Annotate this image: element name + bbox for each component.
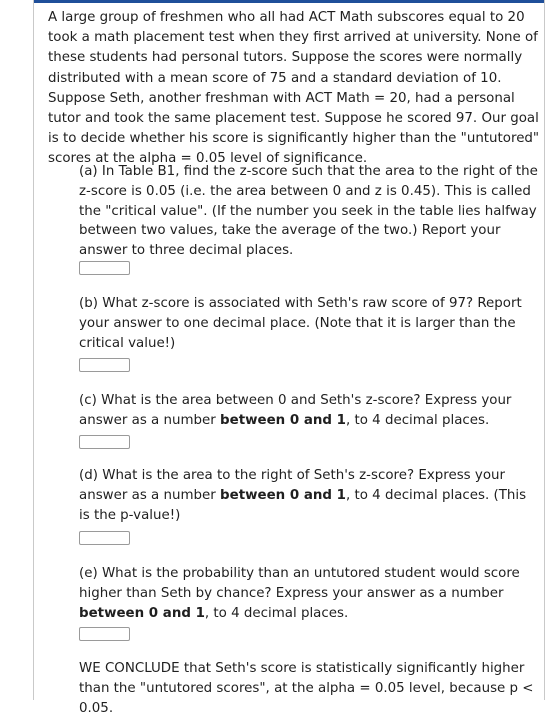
part-c-answer-input[interactable]: [79, 435, 130, 449]
part-d-answer-input[interactable]: [79, 531, 130, 545]
part-d-bold-range: between 0 and 1: [220, 487, 346, 503]
part-e-answer-input[interactable]: [79, 627, 130, 641]
part-c-bold-range: between 0 and 1: [220, 412, 346, 428]
part-b-answer-input[interactable]: [79, 358, 130, 372]
part-e-bold-range: between 0 and 1: [79, 605, 205, 621]
conclusion-statement: WE CONCLUDE that Seth's score is statistically significantly higher than the "untutored scores", at the alpha = 0.05 level, because p < 0.05.: [79, 661, 534, 717]
part-c-prompt: [79, 391, 541, 431]
part-e-text: (e) What is the probability than an untutored student would score higher than Seth by chance? Express your answer as a number: [79, 566, 520, 601]
part-a-answer-input[interactable]: [79, 261, 130, 275]
part-c-text-end: , to 4 decimal places.: [345, 412, 490, 428]
part-d-text-end: , to 4 decimal places. (This is the p-value!): [79, 487, 527, 523]
top-accent-line: [34, 0, 544, 3]
problem-intro: A large group of freshmen who all had ACT Math subscores equal to 20 took a math placement test when they first arrived at university. None of these students had personal tutors. Suppose the scores were normally distributed with a mean score of 75 and a standard deviation of 10. Suppose Seth, another freshman with ACT Math = 20, had a personal tutor and took the same placement test. Suppose he scored 97. Our goal is to decide whether his score is significantly higher than the "untutored" scores at the alpha = 0.05 level of significance.: [48, 10, 540, 167]
part-b-prompt: (b) What z-score is associated with Seth's raw score of 97? Report your answer to one decimal place. (Note that it is larger than the critical value!): [79, 296, 522, 351]
part-e-text-end: , to 4 decimal places.: [204, 605, 349, 621]
part-c-text: (c) What is the area between 0 and Seth's z-score? Express your answer as a number: [79, 393, 512, 428]
part-d-text: (d) What is the area to the right of Seth's z-score? Express your answer as a number: [79, 468, 506, 503]
part-d-prompt: [79, 466, 541, 525]
part-a-prompt: (a) In Table B1, find the z-score such that the area to the right of the z-score is 0.05 (i.e. the area between 0 and z is 0.45). This is called the "critical value". (If the number you seek in the table lies halfway between two values, take the average of the two.) Report your answer to three decimal places.: [79, 164, 538, 259]
part-e-prompt: [79, 564, 541, 623]
